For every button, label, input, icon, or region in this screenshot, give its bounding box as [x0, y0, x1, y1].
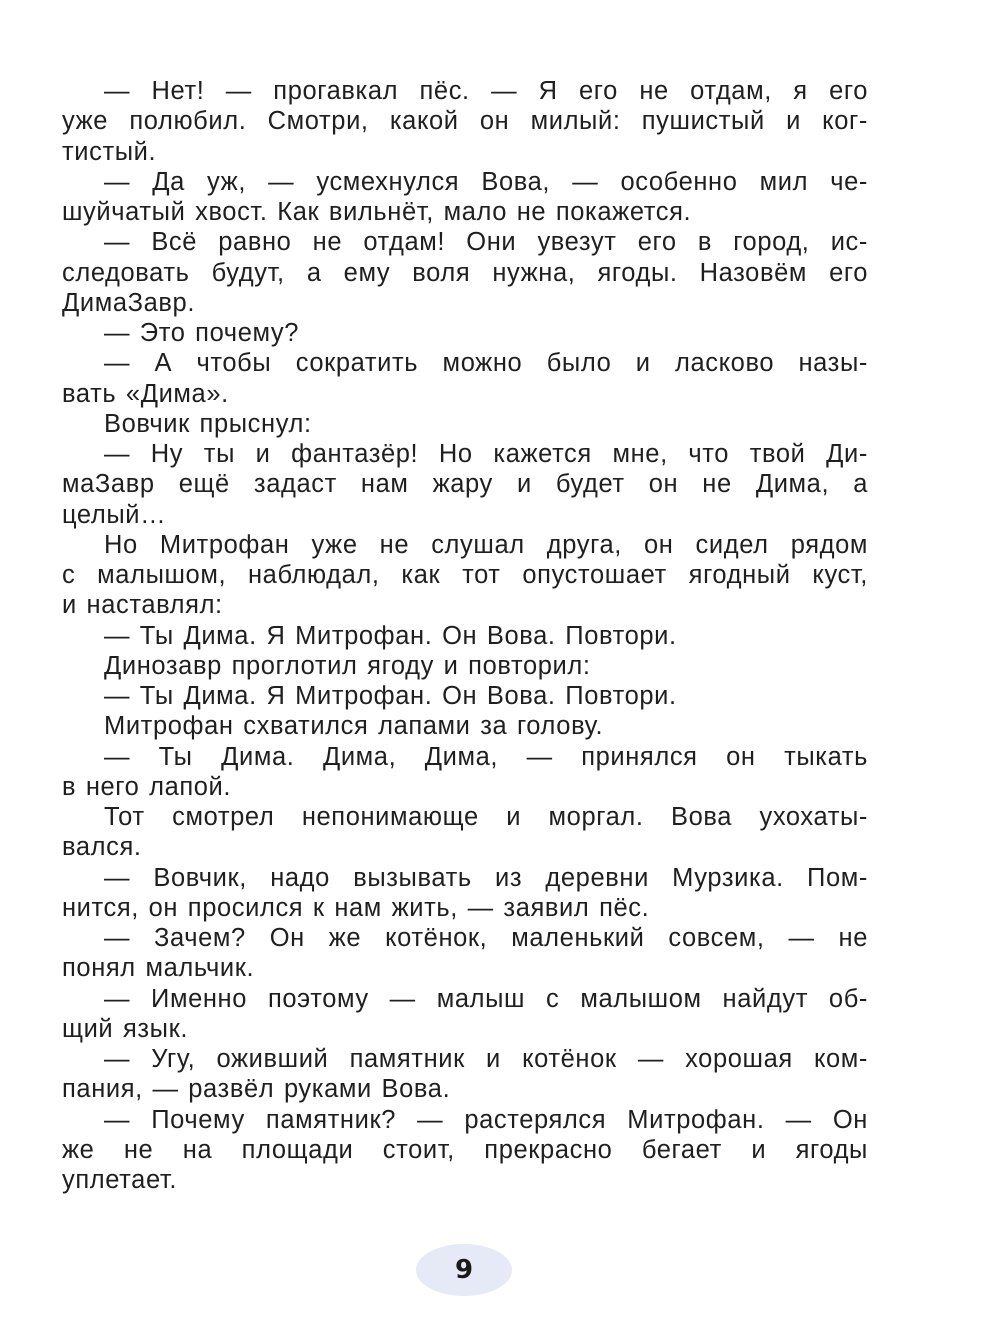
text-line: — Да уж, — усмехнулся Вова, — особенно мил че-: [104, 167, 868, 196]
text-line: — Ты Дима. Я Митрофан. Он Вова. Повтори.: [104, 682, 677, 710]
text-line: — Нет! — прогавкал пёс. — Я его не отдам, я его: [104, 77, 868, 105]
text-line: — Зачем? Он же котёнок, маленький совсем, — не: [104, 924, 868, 952]
text-line: нится, он просился к нам жить, — заявил пёс.: [62, 893, 650, 922]
text-line: щий язык.: [62, 1014, 189, 1043]
page-number-badge: [416, 1244, 512, 1296]
text-line: следовать будут, а ему воля нужна, ягоды. Назовём его: [62, 258, 868, 287]
page-number: 9: [454, 1255, 474, 1285]
text-line: и наставлял:: [62, 591, 223, 620]
text-line: Митрофан схватился лапами за голову.: [104, 712, 604, 741]
text-line: Тот смотрел непонимающе и моргал. Вова ухохаты-: [104, 803, 868, 831]
text-line: вать «Дима».: [62, 379, 229, 408]
text-line: уплетает.: [62, 1166, 178, 1194]
text-line: — Почему памятник? — растерялся Митрофан. — Он: [104, 1105, 868, 1134]
text-line: ДимаЗавр.: [62, 288, 196, 317]
text-line: Вовчик прыснул:: [104, 409, 312, 438]
text-line: — Ну ты и фантазёр! Но кажется мне, что твой Ди-: [104, 440, 868, 468]
text-line: — Ты Дима. Я Митрофан. Он Вова. Повтори.: [104, 621, 677, 650]
text-line: — Всё равно не отдам! Они увезут его в город, ис-: [104, 228, 868, 257]
text-line: — Это почему?: [104, 319, 300, 347]
text-line: — А чтобы сократить можно было и ласково назы-: [104, 349, 868, 378]
text-line: пания, — развёл руками Вова.: [62, 1075, 451, 1104]
text-line: тистый.: [62, 137, 157, 166]
page-body-text: [62, 76, 868, 1195]
text-line: — Ты Дима. Дима, Дима, — принялся он тыкать: [104, 742, 868, 771]
text-line: уже полюбил. Смотри, какой он милый: пушистый и ког-: [62, 107, 868, 136]
text-line: же не на площади стоит, прекрасно бегает и ягоды: [62, 1135, 868, 1164]
text-line: Динозавр проглотил ягоду и повторил:: [104, 651, 591, 680]
text-line: — Вовчик, надо вызывать из деревни Мурзика. Пом-: [104, 863, 868, 892]
text-line: маЗавр ещё задаст нам жару и будет он не Дима, а: [62, 470, 868, 499]
text-line: шуйчатый хвост. Как вильнёт, мало не покажется.: [62, 198, 692, 226]
text-line: понял мальчик.: [62, 954, 255, 983]
text-line: целый…: [62, 500, 167, 529]
text-line: вался.: [62, 833, 142, 862]
text-line: — Именно поэтому — малыш с малышом найдут об-: [104, 984, 868, 1013]
text-line: — Угу, оживший памятник и котёнок — хорошая ком-: [104, 1045, 868, 1073]
text-line: в него лапой.: [62, 772, 232, 801]
text-line: с малышом, наблюдал, как тот опустошает ягодный куст,: [62, 561, 868, 589]
text-line: Но Митрофан уже не слушал друга, он сидел рядом: [104, 530, 868, 559]
